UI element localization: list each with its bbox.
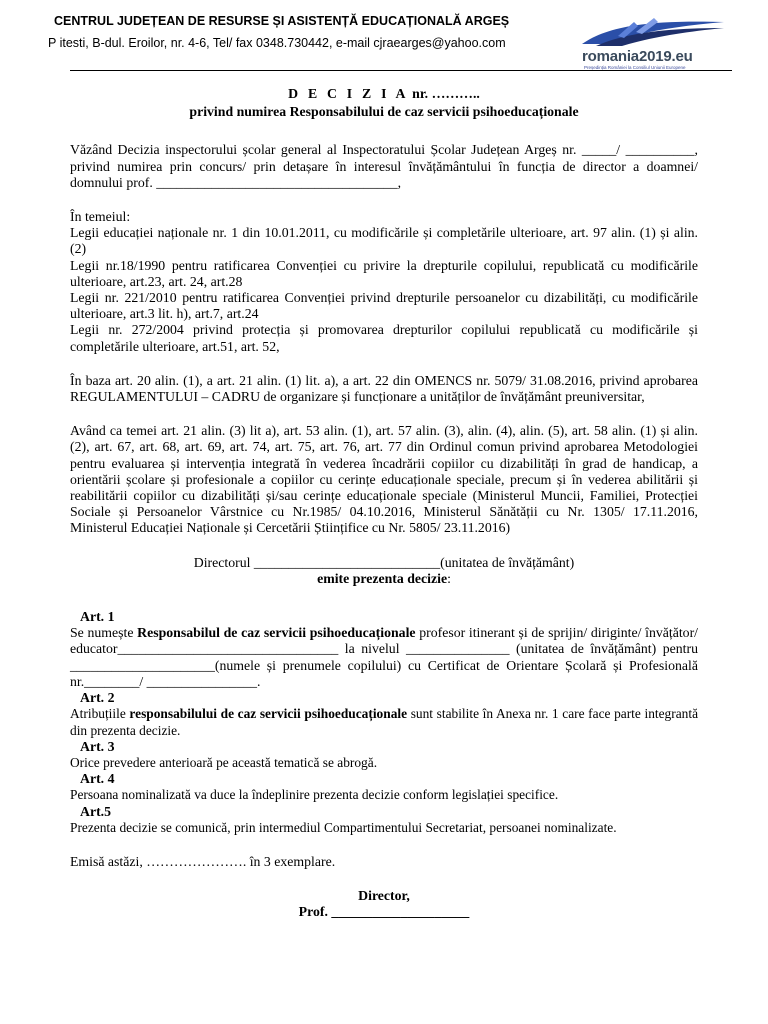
article-text: Se numește Responsabilul de caz servicii psihoeducaționale profesor itinerant și de sprijin/ diriginte/ învățător/ educator________________________________ la nivelul _______________ (unitatea de învățământ) pentru _____________________(numele și prenumele copilului) cu Certificat de Orientare Școlară și Profesională nr.________/ ________________. xyxy=(70,625,698,689)
article-1 xyxy=(70,609,698,690)
law-item: Legii nr. 221/2010 pentru ratificarea Convenției privind drepturile persoanelor cu dizabilități, cu modificările ulterioare, art.3 lit. h), art.7, art.24 xyxy=(70,290,698,322)
article-text: Persoana nominalizată va duce la îndeplinire prezenta decizie conform legislației specifice. xyxy=(70,787,559,803)
article-4 xyxy=(70,771,698,803)
article-2 xyxy=(70,690,698,739)
article-label: Art. 4 xyxy=(80,771,115,787)
emite-line: emite prezenta decizie: xyxy=(317,570,451,586)
article-text: Atribuțiile responsabilului de caz servicii psihoeducaționale sunt stabilite în Anexa nr. 1 care face parte integrantă din prezenta decizie. xyxy=(70,706,699,738)
document-subtitle: privind numirea Responsabilului de caz servicii psihoeducaționale xyxy=(189,104,579,120)
document-title: D E C I Z I A nr. ……….. xyxy=(288,86,480,101)
emisa-line: Emisă astăzi, …………………. în 3 exemplare. xyxy=(70,853,336,869)
intro-paragraph: Văzând Decizia inspectorului școlar general al Inspectoratului Școlar Județean Argeș nr. _____/ __________, privind numirea prin concurs/ prin detașare în interesul învățământului în funcția de director a doamnei/ domnului prof. ___________________________________, xyxy=(70,142,698,190)
romania2019-logo xyxy=(578,14,728,68)
directorul-line: Directorul ___________________________(unitatea de învățământ) xyxy=(193,554,575,570)
header-divider xyxy=(70,70,732,71)
article-text: Orice prevedere anterioară pe această tematică se abrogă. xyxy=(70,754,378,770)
avand-paragraph: Având ca temei art. 21 alin. (3) lit a), art. 53 alin. (1), art. 57 alin. (3), alin. (4), alin. (5), art. 58 alin. (1) și alin. (2), art. 67, art. 68, art. 69, art. 74, art. 75, art. 76, art. 77 din Ordinul comun privind aprobarea Metodologiei pentru evaluarea și intervenția integrată în vederea încadrării copiilor cu dizabilități în grad de handicap, a orientării școlare și profesionale a copiilor cu cerințe educaționale speciale, precum și în vederea abilitării și reabilitării copiilor cu dizabilități și/sau cerințe educaționale speciale (Ministerul Muncii, Familiei, Protecției Sociale și Persoanelor Vârstnice cu Nr.1985/ 04.10.2016, Ministerul Sănătății cu Nr. 1305/ 17.11.2016, Ministerul Educației Naționale și Cercetării Științifice cu Nr. 5805/ 23.11.2016) xyxy=(70,423,698,536)
director-signature-line: Prof. ____________________ xyxy=(298,904,470,920)
logo-subtext: Președinția României la Consiliul Uniunii Europene xyxy=(584,65,686,70)
org-address: P itesti, B-dul. Eroilor, nr. 4-6, Tel/ fax 0348.730442, e-mail cjraearges@yahoo.com xyxy=(48,36,506,50)
article-label: Art.5 xyxy=(80,803,112,819)
document-body xyxy=(70,86,698,921)
logo-wave-icon xyxy=(578,14,728,50)
article-text: Prezenta decizie se comunică, prin intermediul Compartimentului Secretariat, persoanei nominalizate. xyxy=(70,819,617,835)
article-5 xyxy=(70,804,698,836)
letterhead xyxy=(0,0,768,72)
law-item: Legii educației naționale nr. 1 din 10.01.2011, cu modificările și completările ulterioare, art. 97 alin. (1) și alin. (2) xyxy=(70,225,698,257)
director-label: Director, xyxy=(358,888,410,904)
temei-heading: În temeiul: xyxy=(70,209,131,225)
article-label: Art. 2 xyxy=(80,690,115,706)
law-item: Legii nr. 272/2004 privind protecția și promovarea drepturilor copilului republicată cu modificările și completările ulterioare, art.51, art. 52, xyxy=(70,322,698,354)
article-3 xyxy=(70,739,698,771)
law-item: Legii nr.18/1990 pentru ratificarea Convenției cu privire la drepturile copilului, republicată cu modificările ulterioare, art.23, art. 24, art.28 xyxy=(70,257,698,289)
article-label: Art. 1 xyxy=(80,609,115,625)
baza-paragraph: În baza art. 20 alin. (1), a art. 21 alin. (1) lit. a), a art. 22 din OMENCS nr. 5079/ 31.08.2016, privind aprobarea REGULAMENTULUI – CADRU de organizare și funcționare a unităților de învățământ preuniversitar, xyxy=(70,372,698,405)
article-label: Art. 3 xyxy=(80,738,115,754)
org-name: CENTRUL JUDEȚEAN DE RESURSE ȘI ASISTENȚĂ EDUCAȚIONALĂ ARGEȘ xyxy=(54,14,510,28)
logo-text: romania2019.eu xyxy=(582,48,693,65)
